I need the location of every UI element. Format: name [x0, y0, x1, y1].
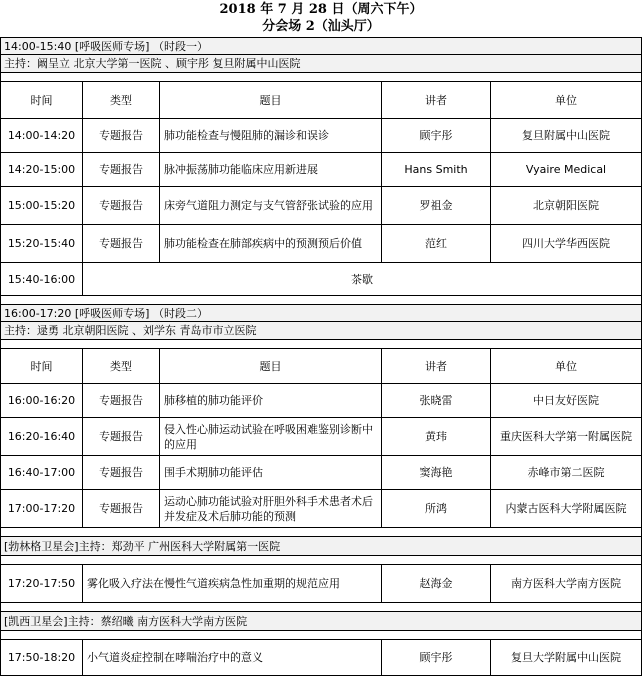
table-row: 14:20-15:00 专题报告 脉冲振荡肺功能临床应用新进展 Hans Smith Vyaire Medical: [1, 153, 642, 187]
col-unit-header: 单位: [491, 82, 642, 119]
table-row: 15:20-15:40 专题报告 肺功能检查在肺部疾病中的预测预后价值 范红 四川大学华西医院: [1, 225, 642, 263]
session2-chair-row: [1, 322, 642, 340]
break-time: 15:40-16:00: [1, 263, 83, 296]
table-row: 16:20-16:40 专题报告 侵入性心肺运动试验在呼吸困难鉴别诊断中的应用 黄玮 重庆医科大学第一附属医院: [1, 418, 642, 456]
session2-time-label: 16:00-17:20 [呼吸医师专场] （时段二）: [1, 305, 642, 322]
col-speaker-header: 讲者: [382, 82, 491, 119]
col-topic-header: 题目: [160, 82, 382, 119]
session1-time-label: 14:00-15:40 [呼吸医师专场] （时段一）: [1, 38, 642, 55]
break-label: 茶歇: [83, 263, 642, 296]
satellite1-chair-row: [1, 537, 642, 556]
session1-chair: 主持：阚呈立 北京大学第一医院 、顾宇彤 复旦附属中山医院: [1, 55, 642, 73]
table-row: 17:50-18:20 小气道炎症控制在哮喘治疗中的意义 顾宇彤 复旦大学附属中山医院: [1, 640, 642, 676]
table-row: 14:00-14:20 专题报告 肺功能检查与慢阻肺的漏诊和误诊 顾宇彤 复旦附属中山医院: [1, 119, 642, 153]
schedule-table: [0, 37, 642, 676]
session2-time-row: [1, 305, 642, 322]
date-heading: 2018 年 7 月 28 日（周六下午）: [219, 2, 423, 17]
schedule-title: [0, 0, 642, 37]
table-row: 16:40-17:00 专题报告 围手术期肺功能评估 窦海艳 赤峰市第二医院: [1, 456, 642, 490]
column-header-row: 时间 类型 题目 讲者 单位: [1, 349, 642, 384]
satellite2-chair-row: [1, 612, 642, 631]
col-type-header: 类型: [83, 82, 160, 119]
break-row: [1, 263, 642, 296]
satellite2-chair: [凯西卫星会]主持：蔡绍曦 南方医科大学南方医院: [1, 612, 642, 631]
session1-chair-row: [1, 55, 642, 73]
table-row: 17:20-17:50 雾化吸入疗法在慢性气道疾病急性加重期的规范应用 赵海金 南方医科大学南方医院: [1, 565, 642, 603]
table-row: 15:00-15:20 专题报告 床旁气道阻力测定与支气管舒张试验的应用 罗祖金 北京朝阳医院: [1, 187, 642, 225]
satellite1-chair: [勃林格卫星会]主持：郑劲平 广州医科大学附属第一医院: [1, 537, 642, 556]
table-row: 17:00-17:20 专题报告 运动心肺功能试验对肝胆外科手术患者术后并发症及术后肺功能的预测 所鸿 内蒙古医科大学附属医院: [1, 490, 642, 528]
session2-chair: 主持：逯勇 北京朝阳医院 、刘学东 青岛市市立医院: [1, 322, 642, 340]
col-time-header: 时间: [1, 82, 83, 119]
table-row: 16:00-16:20 专题报告 肺移植的肺功能评价 张晓雷 中日友好医院: [1, 384, 642, 418]
column-header-row: [1, 82, 642, 119]
venue-heading: 分会场 2（汕头厅）: [262, 19, 380, 34]
session1-time-row: [1, 38, 642, 55]
